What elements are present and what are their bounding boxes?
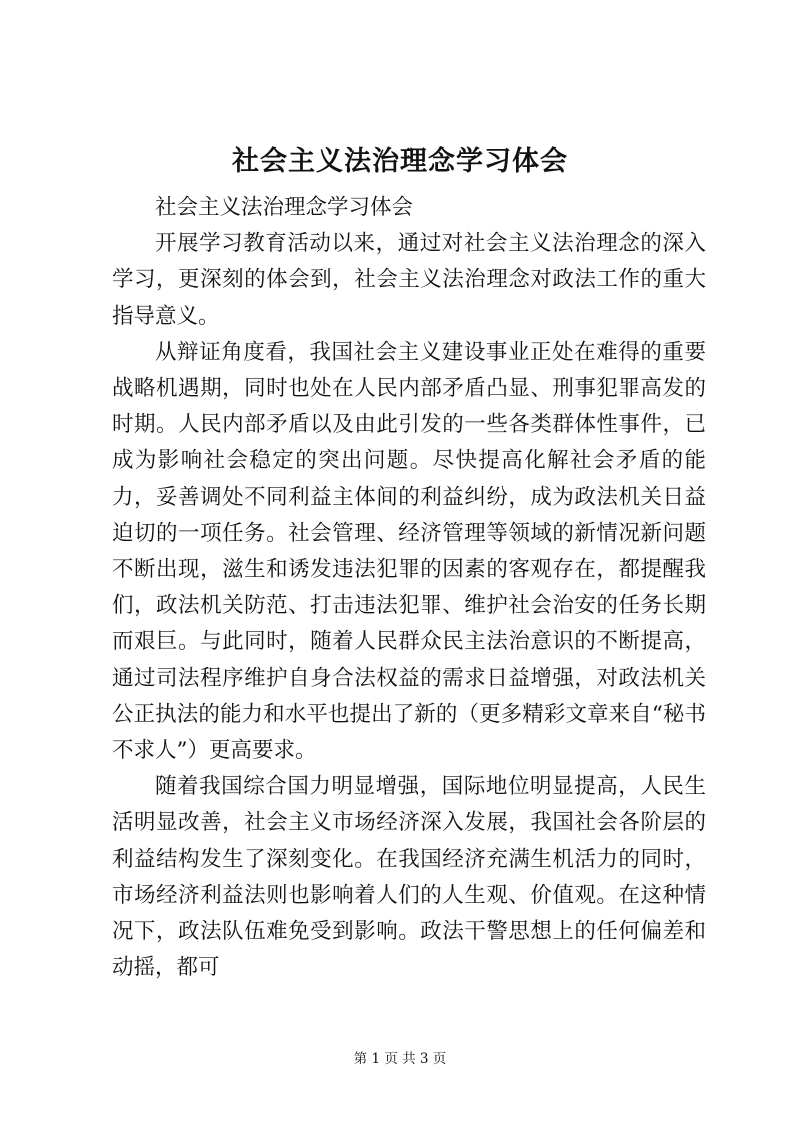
page-footer: 第 1 页 共 3 页 xyxy=(353,1051,447,1067)
subtitle-paragraph: 社会主义法治理念学习体会 xyxy=(155,195,414,220)
document-body xyxy=(112,190,706,986)
paragraph-intro: 开展学习教育活动以来，通过对社会主义法治理念的深入学习，更深刻的体会到，社会主义法治理念对政法工作的重大指导意义。 xyxy=(112,231,706,329)
paragraph-dialectic: 从辩证角度看，我国社会主义建设事业正处在难得的重要战略机遇期，同时也处在人民内部矛盾凸显、刑事犯罪高发的时期。人民内部矛盾以及由此引发的一些各类群体性事件，已成为影响社会稳定的突出问题。尽快提高化解社会矛盾的能力，妥善调处不同利益主体间的利益纠纷，成为政法机关日益迫切的一项任务。社会管理、经济管理等领域的新情况新问题不断出现，滋生和诱发违法犯罪的因素的客观存在，都提醒我们，政法机关防范、打击违法犯罪、维护社会治安的任务长期而艰巨。与此同时，随着人民群众民主法治意识的不断提高，通过司法程序维护自身合法权益的需求日益增强，对政法机关公正执法的能力和水平也提出了新的（更多精彩文章来自“秘书不求人”）更高要求。 xyxy=(112,339,706,764)
page-title: 社会主义法治理念学习体会 xyxy=(232,146,568,177)
paragraph-development: 随着我国综合国力明显增强，国际地位明显提高，人民生活明显改善，社会主义市场经济深入发展，我国社会各阶层的利益结构发生了深刻变化。在我国经济充满生机活力的同时，市场经济利益法则也影响着人们的人生观、价值观。在这种情况下，政法队伍难免受到影响。政法干警思想上的任何偏差和动摇，都可 xyxy=(112,774,706,981)
